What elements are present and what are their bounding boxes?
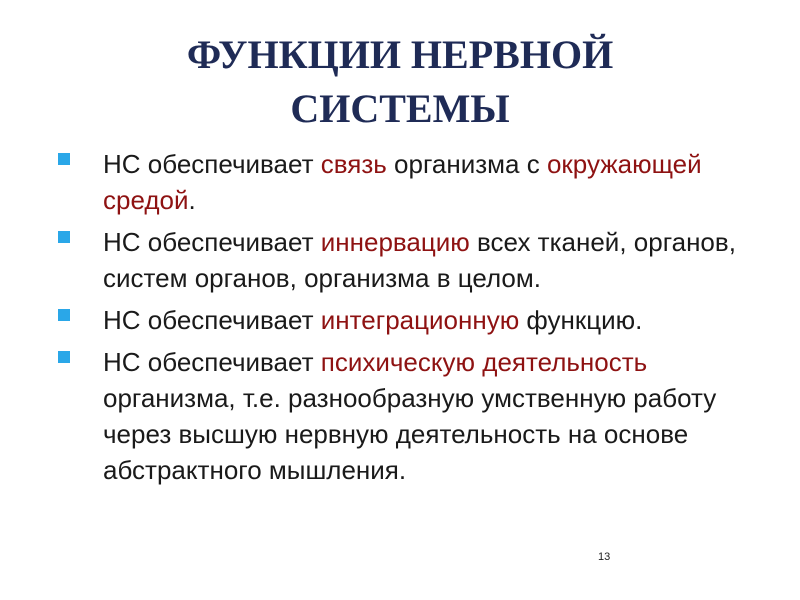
bullet-text-suffix: всех тканей, органов, систем органов, организма в целом.	[103, 227, 736, 293]
bullet-text-prefix: НС обеспечивает	[103, 347, 321, 377]
slide-title-line-2: СИСТЕМЫ	[290, 86, 510, 131]
square-bullet-icon	[58, 231, 70, 243]
highlight-mental-activity: психическую деятельность	[320, 347, 648, 377]
page-number: 13	[598, 551, 611, 563]
bullet-text-prefix: НС обеспечивает	[103, 227, 321, 257]
highlight-integration: интеграционную	[320, 305, 520, 335]
bullet-item-innervation	[58, 224, 778, 296]
bullet-text-middle: организма с	[386, 149, 547, 179]
bullet-text-prefix: НС обеспечивает	[103, 149, 321, 179]
bullet-item-mental-activity	[58, 344, 778, 488]
slide-title-line-1: ФУНКЦИИ НЕРВНОЙ	[186, 32, 614, 77]
bullet-text-prefix: НС обеспечивает	[103, 305, 321, 335]
bullet-text-suffix: функцию.	[519, 305, 643, 335]
highlight-link-word: связь	[320, 149, 387, 179]
bullet-item-integration	[58, 302, 778, 338]
bullet-list	[58, 146, 778, 494]
bullet-text-suffix: организма, т.е. разнообразную умственную работу через высшую нервную деятельность на основе абстрактного мышления.	[103, 383, 717, 485]
bullet-item-communication	[58, 146, 778, 218]
bullet-text-suffix: .	[188, 185, 196, 215]
slide-title	[0, 28, 800, 136]
square-bullet-icon	[58, 153, 70, 165]
highlight-innervation: иннервацию	[320, 227, 470, 257]
square-bullet-icon	[58, 309, 70, 321]
square-bullet-icon	[58, 351, 70, 363]
highlight-environment: окружающей средой	[103, 149, 702, 215]
